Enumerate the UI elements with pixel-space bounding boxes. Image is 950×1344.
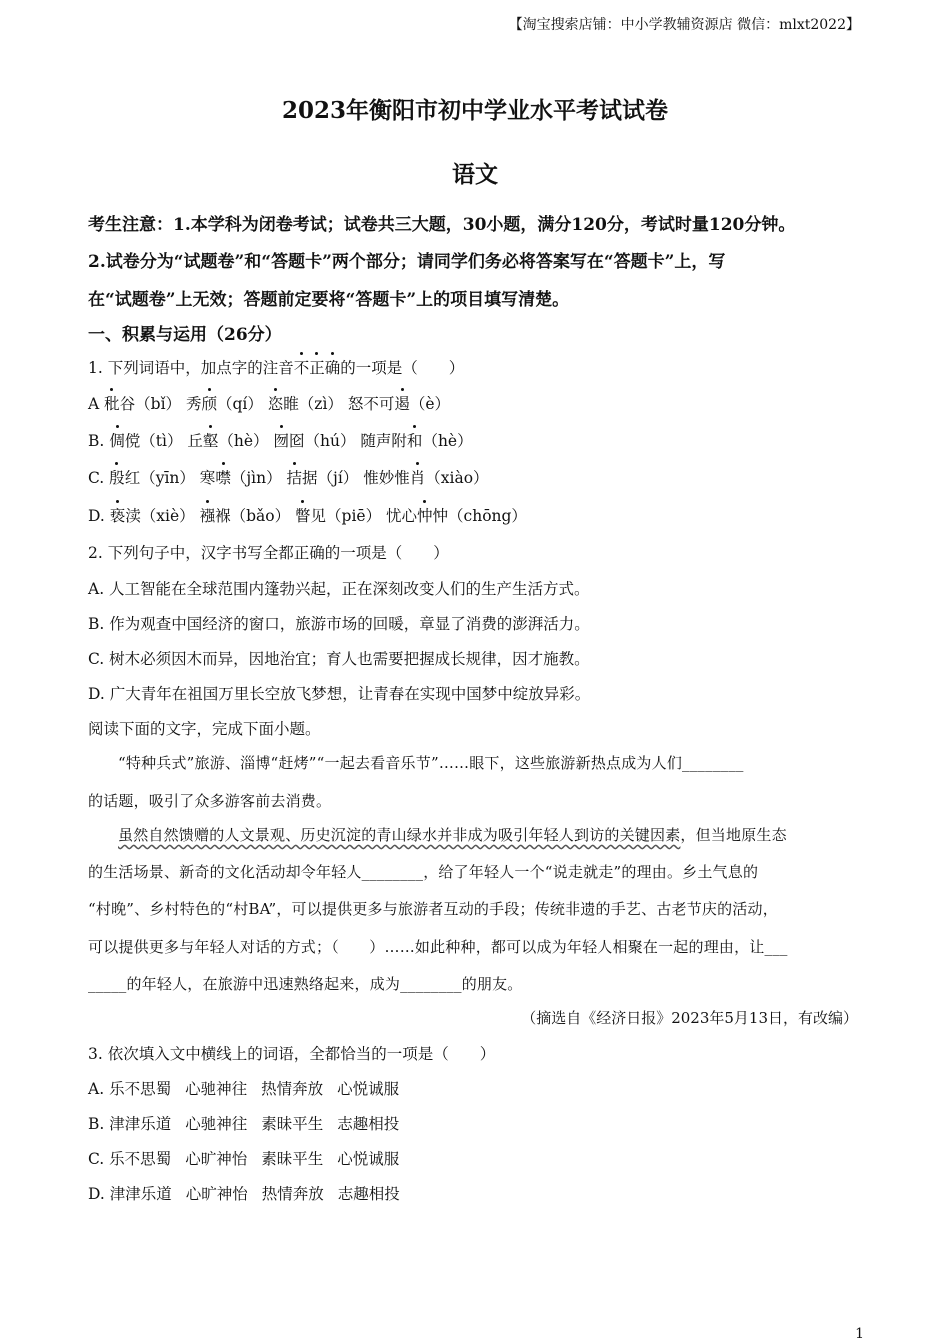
question-1-option-c: C. 殷红（yīn） 寒噤（jìn） 拮据（jí） 惟妙惟肖（xiào）: [88, 466, 489, 488]
question-2-option-d: D. 广大青年在祖国万里长空放飞梦想，让青春在实现中国梦中绽放异彩。: [88, 685, 591, 703]
question-2-option-c: C. 树木必须因木而异，因地治宜；育人也需要把握成长规律，因才施教。: [88, 650, 590, 668]
notice-line-2: 2.试卷分为“试题卷”和“答题卡”两个部分；请同学们务必将答案写在“答题卡”上，写: [88, 252, 726, 272]
question-1-option-b: B. 倜傥（tì） 丘壑（hè） 囫囵（hú） 随声附和（hè）: [88, 429, 473, 451]
passage-line: 的生活场景、新奇的文化活动却令年轻人________，给了年轻人一个“说走就走”的理由。乡土气息的: [88, 863, 759, 881]
notice-line-1: 考生注意：1.本学科为闭卷考试；试卷共三大题，30小题，满分120分，考试时量120分钟。: [88, 215, 796, 235]
passage-line: 虽然自然馈赠的人文景观、历史沉淀的青山绿水并非成为吸引年轻人到访的关键因素，但当地原生态: [118, 826, 787, 844]
question-3-option-c: C. 乐不思蜀 心旷神怡 素昧平生 心悦诚服: [88, 1150, 400, 1168]
question-3-option-d: D. 津津乐道 心旷神怡 热情奔放 志趣相投: [88, 1185, 400, 1203]
question-1-stem: 1. 下列词语中，加点字的注音不正确的一项是（ ）: [88, 356, 464, 378]
notice-line-3: 在“试题卷”上无效；答题前定要将“答题卡”上的项目填写清楚。: [88, 290, 570, 310]
question-3-option-a: A. 乐不思蜀 心驰神往 热情奔放 心悦诚服: [88, 1080, 400, 1098]
reading-intro: 阅读下面的文字，完成下面小题。: [88, 720, 321, 738]
passage-line: “村晚”、乡村特色的“村BA”，可以提供更多与旅游者互动的手段；传统非遗的手艺、古老节庆的活动，: [88, 900, 778, 918]
passage-line: 可以提供更多与年轻人对话的方式；（ ）……如此种种，都可以成为年轻人相聚在一起的理由，让___: [88, 938, 788, 956]
passage-line: _____的年轻人，在旅游中迅速熟络起来，成为________的朋友。: [88, 975, 523, 993]
exam-title: 2023年衡阳市初中学业水平考试试卷: [281, 97, 668, 124]
question-1-option-d: D. 亵渎（xiè） 襁褓（bǎo） 瞥见（piē） 忧心忡忡（chōng）: [88, 504, 527, 526]
emphasis-dotted: 不正确: [294, 359, 341, 377]
section-heading: 一、积累与运用（26分）: [88, 325, 282, 345]
passage-line: “特种兵式”旅游、淄博“赶烤”“一起去看音乐节”……眼下，这些旅游新热点成为人们________: [118, 754, 744, 772]
question-1-option-a: A 秕谷（bǐ） 秀颀（qí） 恣睢（zì） 怒不可遏（è）: [88, 392, 450, 414]
wavy-underlined-sentence: 虽然自然馈赠的人文景观、历史沉淀的青山绿水并非成为吸引年轻人到访的关键因素: [118, 826, 681, 844]
header-note: 【淘宝搜索店铺：中小学教辅资源店 微信：mlxt2022】: [508, 17, 860, 33]
subject-title: 语文: [452, 161, 498, 188]
question-2-option-b: B. 作为观查中国经济的窗口，旅游市场的回暖，章显了消费的澎湃活力。: [88, 615, 590, 633]
question-3-stem: 3. 依次填入文中横线上的词语，全都恰当的一项是（ ）: [88, 1045, 496, 1063]
question-2-stem: 2. 下列句子中，汉字书写全都正确的一项是（ ）: [88, 544, 449, 562]
question-3-option-b: B. 津津乐道 心驰神往 素昧平生 志趣相投: [88, 1115, 400, 1133]
page-number: 1: [855, 1326, 864, 1342]
passage-source: （摘选自《经济日报》2023年5月13日，有改编）: [521, 1009, 858, 1027]
question-2-option-a: A. 人工智能在全球范围内篷勃兴起，正在深刻改变人们的生产生活方式。: [88, 580, 590, 598]
passage-line: 的话题，吸引了众多游客前去消费。: [88, 792, 332, 810]
